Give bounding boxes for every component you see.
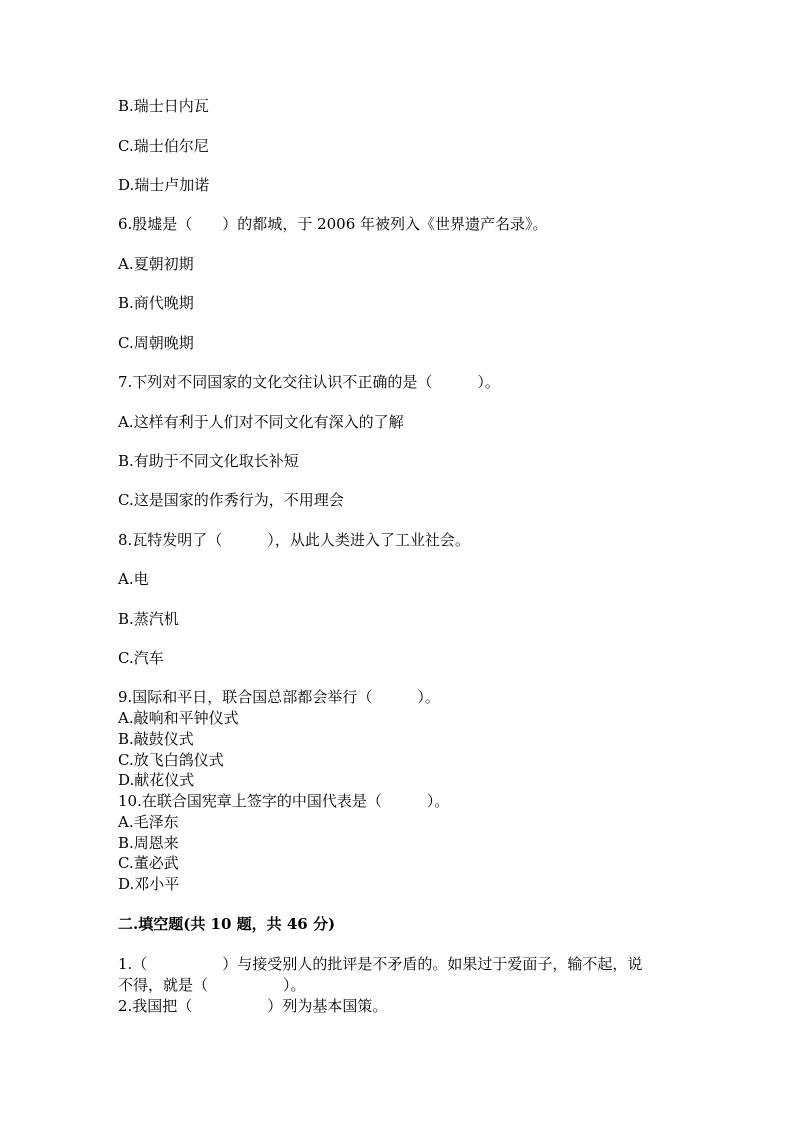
q10-question: 10.在联合国宪章上签字的中国代表是（ ）。 <box>118 792 450 810</box>
q5-option-c: C.瑞士伯尔尼 <box>118 137 209 155</box>
q8-option-a: A.电 <box>118 570 149 588</box>
q10-option-a: A.毛泽东 <box>118 813 179 831</box>
q6-option-a: A.夏朝初期 <box>118 255 194 273</box>
q8-option-b: B.蒸汽机 <box>118 610 179 628</box>
fill2-line1: 2.我国把（ ）列为基本国策。 <box>118 997 388 1015</box>
q9-option-d: D.献花仪式 <box>118 771 195 789</box>
q8-option-c: C.汽车 <box>118 649 164 667</box>
q7-option-b: B.有助于不同文化取长补短 <box>118 452 299 470</box>
q9-question: 9.国际和平日，联合国总部都会举行（ ）。 <box>118 688 440 706</box>
q7-option-c: C.这是国家的作秀行为，不用理会 <box>118 491 344 509</box>
q9-option-b: B.敲鼓仪式 <box>118 730 194 748</box>
section-heading-fill-in: 二.填空题(共 10 题，共 46 分) <box>118 915 336 933</box>
fill1-line2: 不得，就是（ ）。 <box>118 976 306 994</box>
q10-option-b: B.周恩来 <box>118 834 179 852</box>
fill1-line1: 1.（ ）与接受别人的批评是不矛盾的。如果过于爱面子，输不起，说 <box>118 955 643 973</box>
q8-question: 8.瓦特发明了（ ），从此人类进入了工业社会。 <box>118 531 470 549</box>
q9-option-c: C.放飞白鸽仪式 <box>118 751 224 769</box>
q6-question: 6.殷墟是（ ）的都城，于 2006 年被列入《世界遗产名录》。 <box>118 215 548 233</box>
q10-option-d: D.邓小平 <box>118 875 180 893</box>
q9-option-a: A.敲响和平钟仪式 <box>118 709 239 727</box>
q7-question: 7.下列对不同国家的文化交往认识不正确的是（ ）。 <box>118 373 500 391</box>
q6-option-b: B.商代晚期 <box>118 294 194 312</box>
q6-option-c: C.周朝晚期 <box>118 334 194 352</box>
q7-option-a: A.这样有利于人们对不同文化有深入的了解 <box>118 413 404 431</box>
q5-option-b: B.瑞士日内瓦 <box>118 97 209 115</box>
q10-option-c: C.董必武 <box>118 854 179 872</box>
q5-option-d: D.瑞士卢加诺 <box>118 176 210 194</box>
